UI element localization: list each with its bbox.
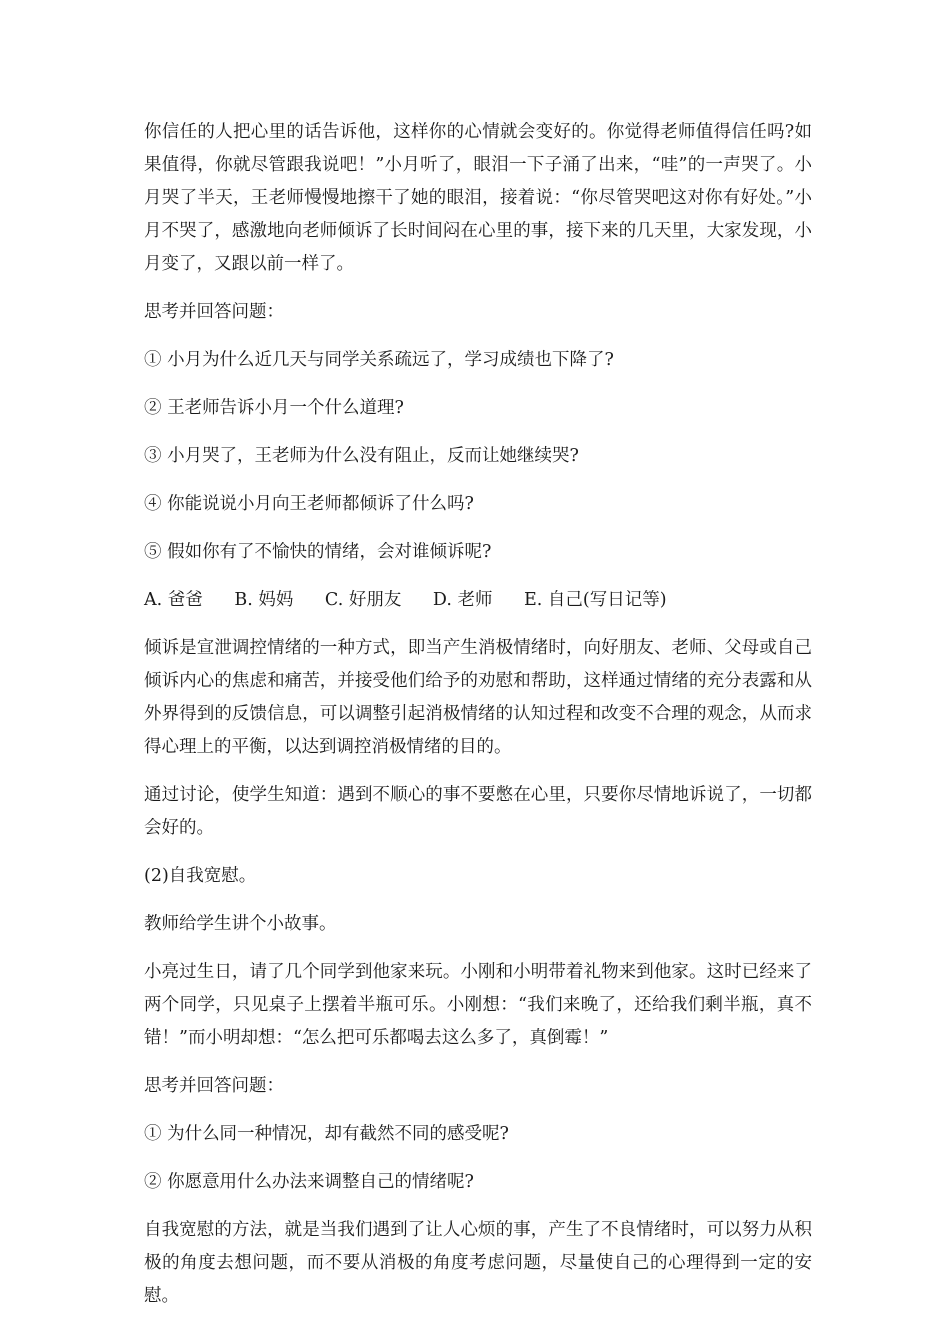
question-1: ① 小月为什么近几天与同学关系疏远了，学习成绩也下降了? [144, 350, 614, 370]
question-2: ② 王老师告诉小月一个什么道理? [144, 398, 404, 418]
document-body [144, 116, 812, 1328]
option-d: D. 老师 [432, 590, 493, 610]
story-paragraph-2: 小亮过生日，请了几个同学到他家来玩。小刚和小明带着礼物来到他家。这时已经来了两个同学，只见桌子上摆着半瓶可乐。小刚想：“我们来晚了，还给我们剩半瓶，真不错！”而小明却想：“怎么把可乐都喝去这么多了，真倒霉！” [144, 962, 812, 1048]
story-paragraph: 你信任的人把心里的话告诉他，这样你的心情就会变好的。你觉得老师值得信任吗?如果值得，你就尽管跟我说吧！”小月听了，眼泪一下子涌了出来，“哇”的一声哭了。小月哭了半天，王老师慢慢地擦干了她的眼泪，接着说：“你尽管哭吧这对你有好处。”小月不哭了，感激地向老师倾诉了长时间闷在心里的事，接下来的几天里，大家发现，小月变了，又跟以前一样了。 [144, 122, 812, 274]
option-b: B. 妈妈 [234, 590, 294, 610]
question-heading-2: 思考并回答问题： [144, 1076, 284, 1096]
question-5: ⑤ 假如你有了不愉快的情绪，会对谁倾诉呢? [144, 542, 492, 562]
question-heading: 思考并回答问题： [144, 302, 284, 322]
teacher-note: 教师给学生讲个小故事。 [144, 914, 337, 934]
discussion-paragraph: 通过讨论，使学生知道：遇到不顺心的事不要憋在心里，只要你尽情地诉说了，一切都会好的。 [144, 785, 812, 838]
option-a: A. 爸爸 [144, 590, 203, 610]
answer-options [144, 584, 812, 617]
option-e: E. 自己(写日记等) [524, 590, 667, 610]
option-c: C. 好朋友 [324, 590, 402, 610]
conclusion-paragraph: 自我宽慰的方法，就是当我们遇到了让人心烦的事，产生了不良情绪时，可以努力从积极的角度去想问题，而不要从消极的角度考虑问题，尽量使自己的心理得到一定的安慰。 [144, 1220, 812, 1306]
explanation-paragraph: 倾诉是宣泄调控情绪的一种方式，即当产生消极情绪时，向好朋友、老师、父母或自己倾诉内心的焦虑和痛苦，并接受他们给予的劝慰和帮助，这样通过情绪的充分表露和从外界得到的反馈信息，可以调整引起消极情绪的认知过程和改变不合理的观念，从而求得心理上的平衡，以达到调控消极情绪的目的。 [144, 638, 812, 757]
question-3: ③ 小月哭了，王老师为什么没有阻止，反而让她继续哭? [144, 446, 579, 466]
question-2-1: ① 为什么同一种情况，却有截然不同的感受呢? [144, 1124, 509, 1144]
section-heading: (2)自我宽慰。 [144, 866, 257, 886]
question-4: ④ 你能说说小月向王老师都倾诉了什么吗? [144, 494, 474, 514]
question-2-2: ② 你愿意用什么办法来调整自己的情绪呢? [144, 1172, 474, 1192]
